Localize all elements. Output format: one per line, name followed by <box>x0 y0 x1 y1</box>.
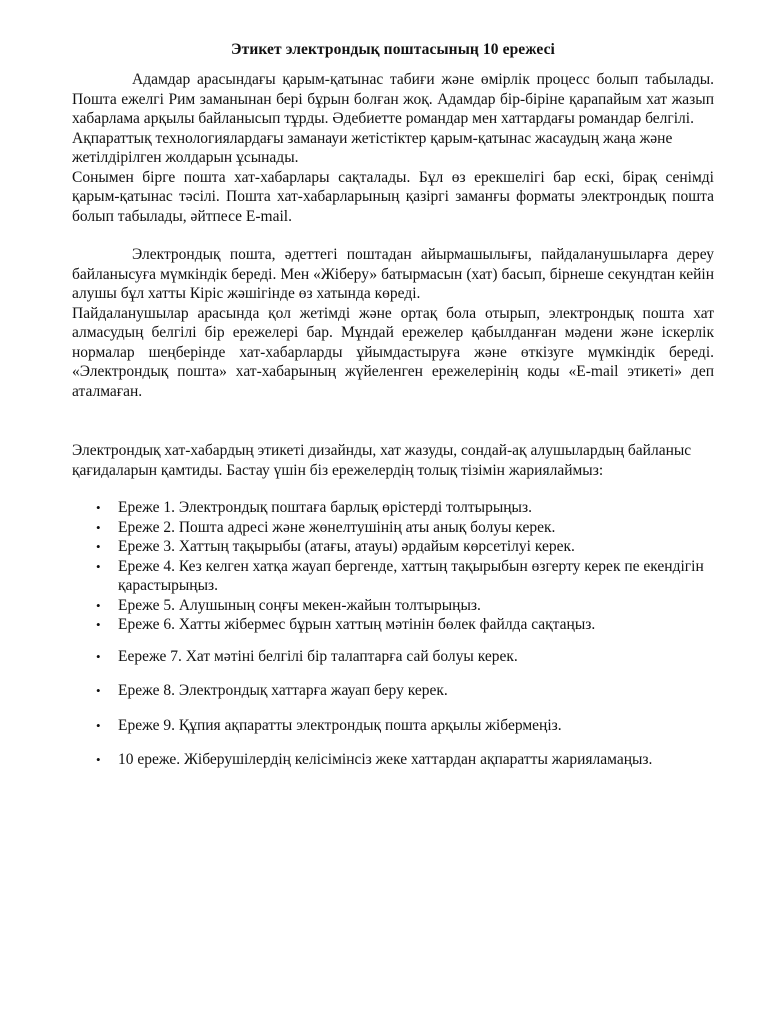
paragraph-rules-intro: Электрондық хат-хабардың этикеті дизайнды, хат жазуды, сондай-ақ алушылардың байланыс қағидаларын қамтиды. Бастау үшін біз ережелердің толық тізімін жариялаймыз: <box>72 442 692 479</box>
bullet-icon: • <box>96 617 101 632</box>
bullet-icon: • <box>96 519 101 535</box>
rule-text: Ереже 5. Алушының соңғы мекен-жайын толтырыңыз. <box>118 596 481 614</box>
rule-text: Ереже 3. Хаттың тақырыбы (атағы, атауы) әрдайым көрсетілуі керек. <box>118 538 575 555</box>
rule-text: Ереже 1. Электрондық поштаға барлық өрістерді толтырыңыз. <box>118 499 532 516</box>
list-item <box>72 750 714 770</box>
bullet-icon: • <box>96 683 101 698</box>
bullet-icon: • <box>96 648 101 664</box>
list-item <box>72 557 714 596</box>
list-item <box>72 681 714 701</box>
paragraph-email-rules: Пайдаланушылар арасында қол жетімді және ортақ бола отырып, электрондық пошта хат алмасудың белгілі бір ережелері бар. Мұндай ережелер қабылданған мәдени және іскерлік нормалар шеңберінде хат-хабарларды ұйымдастыруға және өткізуге мүмкіндік береді. «Электрондық пошта» хат-хабарының жүйеленген ережелерінің коды «E-mail этикеті» деп аталмаған. <box>72 304 714 400</box>
bullet-icon: • <box>96 558 101 574</box>
rule-text: Еереже 7. Хат мәтіні белгілі бір талаптарға сай болуы керек. <box>118 647 518 665</box>
list-item <box>72 498 714 518</box>
bullet-icon: • <box>96 539 101 554</box>
paragraph-email-format: Сонымен бірге пошта хат-хабарлары сақталады. Бұл өз ерекшелігі бар ескі, бірақ сенімді қарым-қатынас тәсілі. Пошта хат-хабарларының қазіргі заманғы форматы электрондық пошта болып табылады, әйтпесе E-mail. <box>72 168 714 225</box>
list-item <box>72 615 714 635</box>
bullet-icon: • <box>96 752 101 767</box>
bullet-icon: • <box>96 597 101 613</box>
list-item <box>72 716 714 736</box>
list-item <box>72 647 714 667</box>
rule-text: Ереже 4. Кез келген хатқа жауап бергенде, хаттың тақырыбын өзгерту керек пе екендігін қарастырыңыз. <box>118 557 704 594</box>
bullet-icon: • <box>96 500 101 515</box>
rules-list <box>72 498 714 770</box>
paragraph-intro-communication: Адамдар арасындағы қарым-қатынас табиғи және өмірлік процесс болып табылады. Пошта ежелгі Рим заманынан бері бұрын болған жоқ. Адамдар бір-біріне қарапайым хат жазып хабарлама арқылы байланысып тұрды. Әдебиетте романдар мен хаттардағы романдар белгілі. <box>72 71 714 127</box>
list-item <box>72 518 714 538</box>
paragraph-email-advantages: Электрондық пошта, әдеттегі поштадан айырмашылығы, пайдаланушыларға дереу байланысуға мүмкіндік береді. Мен «Жіберу» батырмасын (хат) басып, бірнеше секундтан кейін алушы бұл хатты Кіріс жәшігінде өз хатында көреді. <box>72 246 714 302</box>
rule-text: Ереже 9. Құпия ақпаратты электрондық пошта арқылы жібермеңіз. <box>118 716 562 734</box>
bullet-icon: • <box>96 717 101 733</box>
paragraph-technology: Ақпараттық технологиялардағы заманауи жетістіктер қарым-қатынас жасаудың жаңа және жетілдірілген жолдарын ұсынады. <box>72 129 673 166</box>
rule-text: 10 ереже. Жіберушілердің келісімінсіз жеке хаттардан ақпаратты жарияламаңыз. <box>118 751 653 768</box>
list-item <box>72 537 714 557</box>
rule-text: Ереже 6. Хатты жібермес бұрын хаттың мәтінін бөлек файлда сақтаңыз. <box>118 616 596 633</box>
rule-text: Ереже 2. Пошта адресі және жөнелтушінің аты анық болуы керек. <box>118 518 556 536</box>
list-item <box>72 596 714 616</box>
document-page <box>72 40 714 770</box>
rule-text: Ереже 8. Электрондық хаттарға жауап беру керек. <box>118 682 448 699</box>
document-title: Этикет электрондық поштасының 10 ережесі <box>231 41 555 58</box>
